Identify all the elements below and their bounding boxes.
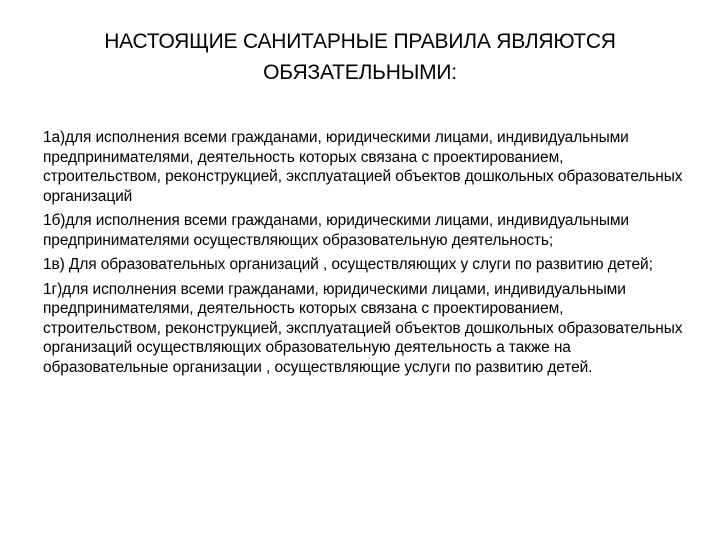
rule-item-1v: 1в) Для образовательных организаций , осуществляющих у слуги по развитию детей; bbox=[43, 256, 653, 273]
slide-title: НАСТОЯЩИЕ САНИТАРНЫЕ ПРАВИЛА ЯВЛЯЮТСЯ ОБЯЗАТЕЛЬНЫМИ: bbox=[104, 30, 616, 84]
rule-item-1a: 1а)для исполнения всеми гражданами, юридическими лицами, индивидуальными предпринимателями, деятельность которых связана с проектированием, строительством, реконструкцией, эксплуатацией объектов дошкольных образовательных организаций bbox=[43, 129, 683, 205]
rule-item-1g: 1г)для исполнения всеми гражданами, юридическими лицами, индивидуальными предпринимателями, деятельность которых связана с проектированием, строительством, реконструкцией, эксплуатацией объектов дошкольных образовательных организаций осуществляющих образовательную деятельность а также на образовательные организации , осуществляющие услуги по развитию детей. bbox=[43, 280, 683, 376]
rules-list bbox=[43, 128, 683, 382]
rule-item-1b: 1б)для исполнения всеми гражданами, юридическими лицами, индивидуальными предпринимателями осуществляющих образовательную деятельность; bbox=[43, 212, 629, 249]
